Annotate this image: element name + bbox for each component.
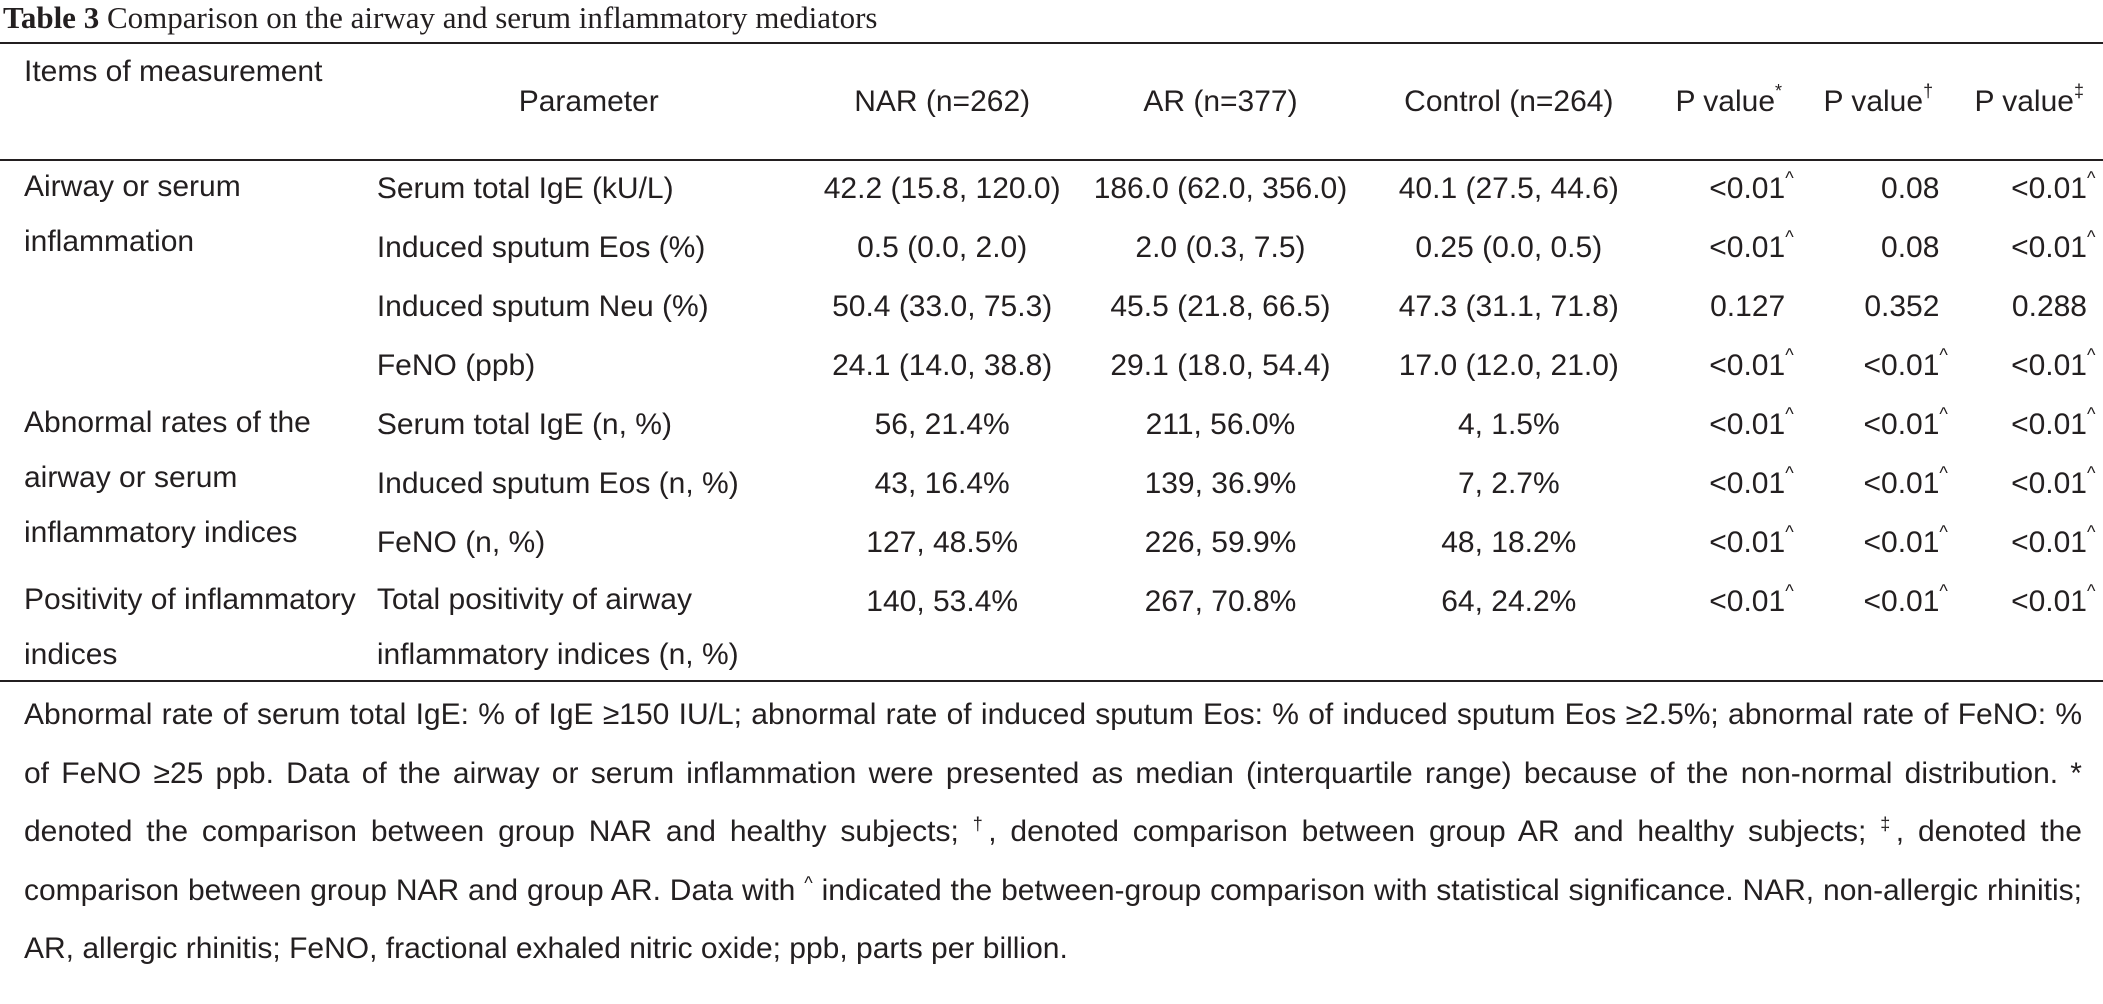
- p3-value-cell: <0.01^: [2011, 168, 2096, 205]
- p1-value: <0.01: [1709, 349, 1786, 382]
- parameter-cell: Induced sputum Eos (n, %): [376, 467, 739, 500]
- item-label: Abnormal rates of the airway or serum inflammatory indices: [24, 406, 311, 549]
- footnote-part4: indicated the between-group comparison with statistical significance. NAR, non-allergic rhinitis; AR, allergic rhinitis; FeNO, fractional exhaled nitric oxide; ppb, parts per billion.: [24, 873, 2082, 965]
- ar-value-cell: 2.0 (0.3, 7.5): [1135, 231, 1306, 264]
- control-value-cell: 17.0 (12.0, 21.0): [1398, 349, 1619, 382]
- p1-label: P value: [1675, 85, 1776, 118]
- p3-value-cell: <0.01^: [2011, 581, 2096, 618]
- p2-value-cell: [1801, 159, 1955, 218]
- p2-value: <0.01: [1863, 408, 1940, 441]
- p2-value: <0.01: [1863, 349, 1940, 382]
- col-header-items: Items of measurement: [24, 55, 323, 88]
- ar-value-cell: 186.0 (62.0, 356.0): [1093, 172, 1348, 205]
- p1-value-cell: <0.01^: [1709, 345, 1794, 382]
- p1-value-cell: <0.01^: [1709, 463, 1794, 500]
- nar-value-cell: 24.1 (14.0, 38.8): [832, 349, 1053, 382]
- item-label: Positivity of inflammatory indices: [24, 583, 356, 671]
- nar-value-cell: 127, 48.5%: [866, 526, 1019, 559]
- p2-value-cell: <0.01^: [1863, 463, 1948, 500]
- p2-value: <0.01: [1863, 585, 1940, 618]
- parameter-cell: Total positivity of airway inflammatory indices (n, %): [376, 583, 739, 671]
- p2-value-cell: [1801, 277, 1955, 336]
- parameter-cell: Induced sputum Neu (%): [376, 290, 709, 323]
- table-footnote: [24, 686, 2082, 979]
- p1-value-cell: <0.01^: [1709, 227, 1794, 264]
- ar-value-cell: 226, 59.9%: [1144, 526, 1297, 559]
- table-label: Table 3: [3, 0, 100, 35]
- p2-value: <0.01: [1863, 467, 1940, 500]
- ar-value-cell: 267, 70.8%: [1144, 585, 1297, 618]
- nar-value-cell: 43, 16.4%: [874, 467, 1010, 500]
- p3-value-cell: <0.01^: [2011, 345, 2096, 382]
- p3-value: <0.01: [2011, 526, 2087, 559]
- p1-value-cell: <0.01^: [1709, 404, 1794, 441]
- col-header-nar: NAR (n=262): [854, 85, 1031, 118]
- parameter-cell: Serum total IgE (n, %): [376, 408, 672, 441]
- control-value-cell: 48, 18.2%: [1441, 526, 1577, 559]
- p2-value: 0.08: [1881, 172, 1940, 205]
- p2-value-cell: <0.01^: [1863, 404, 1948, 441]
- table-body: [0, 159, 2103, 682]
- p2-value-cell: [1801, 218, 1955, 277]
- p1-value-cell: <0.01^: [1709, 522, 1794, 559]
- control-value-cell: 47.3 (31.1, 71.8): [1398, 290, 1619, 323]
- p3-value-cell: <0.01^: [2011, 463, 2096, 500]
- col-header-p2: [1801, 44, 1955, 159]
- p3-value-cell: <0.01^: [2011, 522, 2096, 559]
- p3-value-cell: [1955, 277, 2103, 336]
- p1-value-cell: <0.01^: [1709, 581, 1794, 618]
- nar-value-cell: 140, 53.4%: [866, 585, 1019, 618]
- col-header-control: Control (n=264): [1404, 85, 1614, 118]
- footnote-mark-caret: ^: [804, 872, 813, 893]
- p3-value: <0.01: [2011, 408, 2087, 441]
- parameter-cell: FeNO (n, %): [376, 526, 546, 559]
- footnote-mark-dagger: †: [972, 814, 989, 834]
- nar-value-cell: 42.2 (15.8, 120.0): [823, 172, 1061, 205]
- control-value-cell: 64, 24.2%: [1441, 585, 1577, 618]
- p2-value-cell: <0.01^: [1863, 522, 1948, 559]
- p3-value: 0.288: [2011, 290, 2087, 323]
- parameter-cell: Serum total IgE (kU/L): [376, 172, 674, 205]
- parameter-cell: FeNO (ppb): [376, 349, 536, 382]
- control-value-cell: 40.1 (27.5, 44.6): [1398, 172, 1619, 205]
- table-title: Comparison on the airway and serum inflammatory mediators: [106, 0, 878, 35]
- p2-value: <0.01: [1863, 526, 1940, 559]
- p3-value: <0.01: [2011, 467, 2087, 500]
- p2-value-cell: <0.01^: [1863, 581, 1948, 618]
- p3-value-cell: <0.01^: [2011, 227, 2096, 264]
- p3-value: <0.01: [2011, 585, 2087, 618]
- col-header-p3: [1955, 44, 2103, 159]
- table-row: [0, 395, 2103, 454]
- ar-value-cell: 139, 36.9%: [1144, 467, 1297, 500]
- footnote-part2: , denoted comparison between group AR and healthy subjects;: [988, 815, 1881, 848]
- p2-value-cell: <0.01^: [1863, 345, 1948, 382]
- header-row: [0, 44, 2103, 159]
- p1-value: <0.01: [1709, 172, 1786, 205]
- p3-value: <0.01: [2011, 349, 2087, 382]
- p2-label: P value: [1823, 85, 1924, 118]
- parameter-cell: Induced sputum Eos (%): [376, 231, 706, 264]
- p2-mark: †: [1923, 81, 1934, 101]
- nar-value-cell: 56, 21.4%: [874, 408, 1010, 441]
- footnote-mark-double-dagger: ‡: [1880, 814, 1896, 834]
- p2-value: 0.352: [1864, 290, 1940, 323]
- ar-value-cell: 45.5 (21.8, 66.5): [1110, 290, 1331, 323]
- p1-mark: *: [1775, 81, 1783, 101]
- p1-value-cell: [1656, 277, 1801, 336]
- ar-value-cell: 211, 56.0%: [1145, 408, 1296, 441]
- col-header-parameter: Parameter: [518, 85, 659, 118]
- p1-value: <0.01: [1709, 231, 1786, 264]
- footnote-part1: Abnormal rate of serum total IgE: % of IgE ≥150 IU/L; abnormal rate of induced sputum Eos: % of induced sputum Eos ≥2.5%; abnormal rate of FeNO: % of FeNO ≥25 ppb. Data of the airway or serum inflammation were presented as median (interquartile range) because of the non-normal distribution. * denoted the comparison between group NAR and healthy subjects;: [24, 698, 2082, 848]
- data-table: [0, 44, 2103, 682]
- ar-value-cell: 29.1 (18.0, 54.4): [1110, 349, 1331, 382]
- col-header-ar: AR (n=377): [1143, 85, 1298, 118]
- control-value-cell: 7, 2.7%: [1457, 467, 1560, 500]
- table-row: [0, 572, 2103, 682]
- p3-value-cell: <0.01^: [2011, 404, 2096, 441]
- control-value-cell: 0.25 (0.0, 0.5): [1415, 231, 1603, 264]
- table-row: [0, 159, 2103, 218]
- col-header-p1: [1656, 44, 1801, 159]
- p1-value: <0.01: [1709, 585, 1786, 618]
- p3-label: P value: [1974, 85, 2074, 118]
- p1-value: <0.01: [1709, 467, 1786, 500]
- p3-value: <0.01: [2011, 172, 2087, 205]
- table-caption: [3, 0, 877, 40]
- p3-value: <0.01: [2011, 231, 2087, 264]
- p2-value: 0.08: [1881, 231, 1940, 264]
- control-value-cell: 4, 1.5%: [1457, 408, 1560, 441]
- p1-value: <0.01: [1709, 408, 1786, 441]
- item-label: Airway or serum inflammation: [24, 170, 241, 258]
- nar-value-cell: 50.4 (33.0, 75.3): [832, 290, 1053, 323]
- p1-value: 0.127: [1710, 290, 1786, 323]
- p1-value-cell: <0.01^: [1709, 168, 1794, 205]
- nar-value-cell: 0.5 (0.0, 2.0): [857, 231, 1028, 264]
- p3-mark: ‡: [2073, 81, 2084, 101]
- p1-value: <0.01: [1709, 526, 1786, 559]
- footnote-part3: , denoted the comparison between group NAR and group AR. Data with: [24, 815, 2082, 907]
